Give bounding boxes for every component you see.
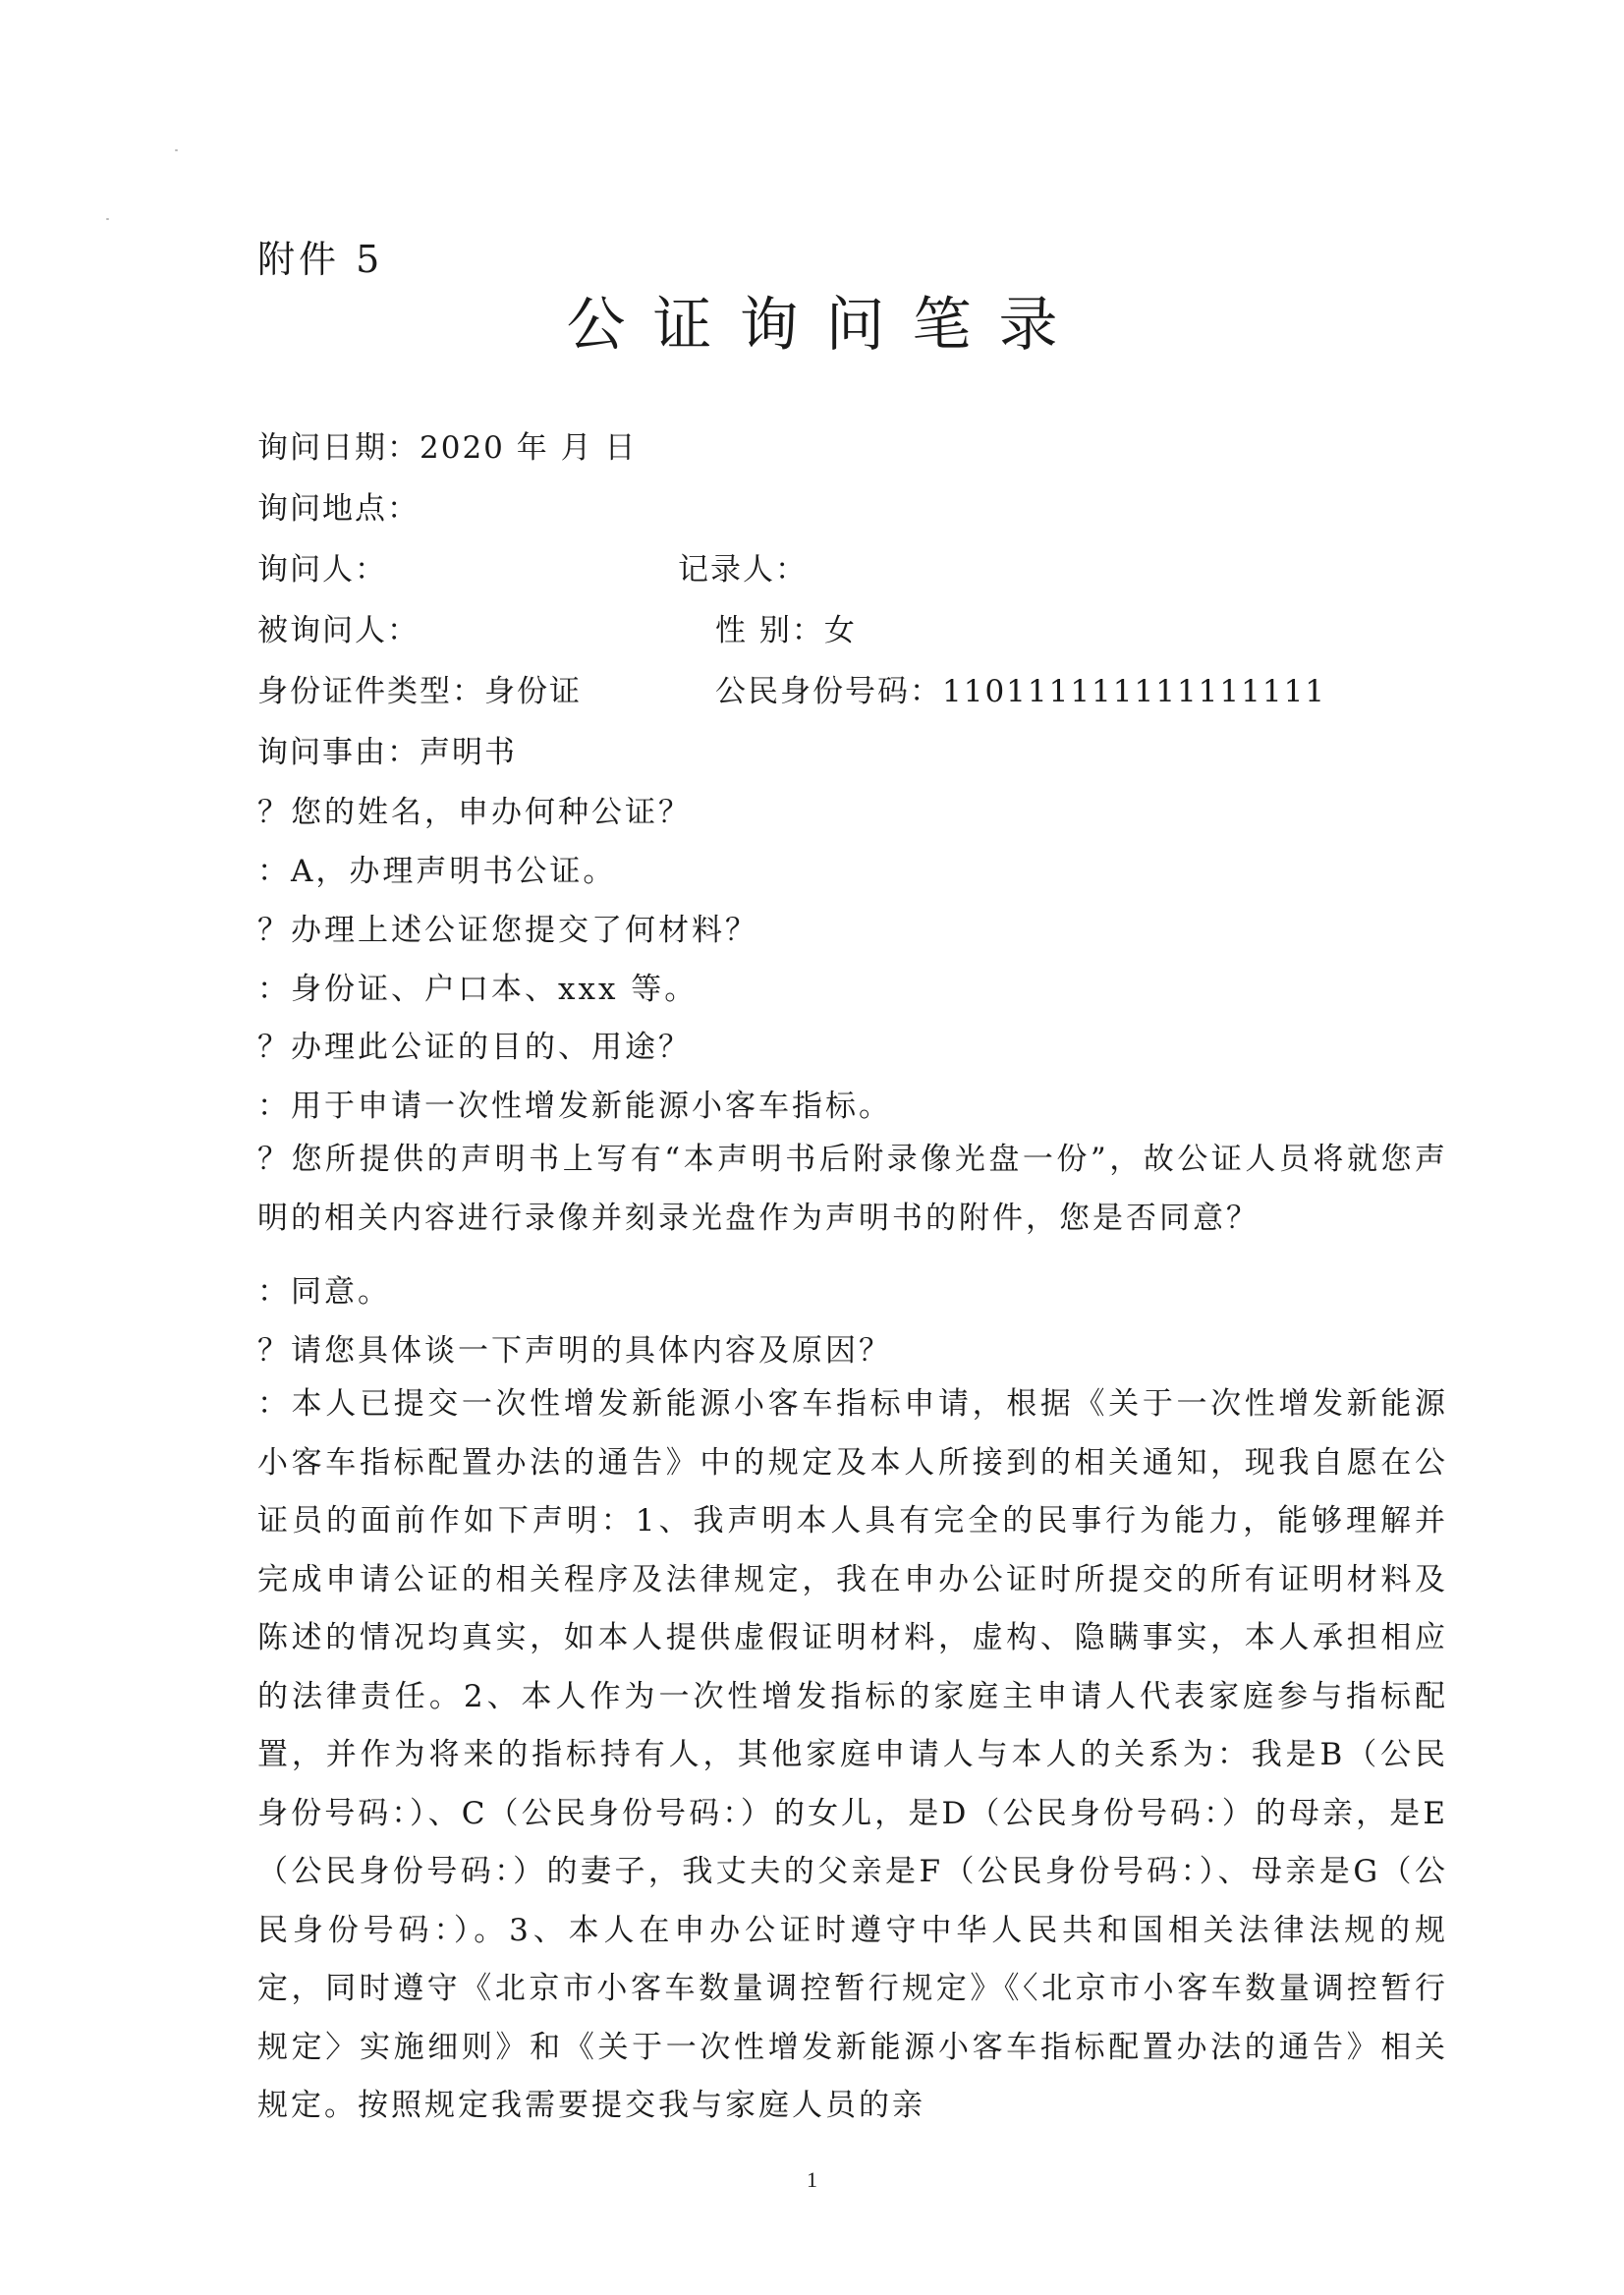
answer-name: ：A，办理声明书公证。 bbox=[257, 854, 617, 889]
answer-statement-content: ：本人已提交一次性增发新能源小客车指标申请，根据《关于一次性增发新能源小客车指标配置办法的通告》中的规定及本人所接到的相关通知，现我自愿在公证员的面前作如下声明：1、我声明本人具有完全的民事行为能力，能够理解并完成申请公证的相关程序及法律规定，我在申办公证时所提交的所有证明材料及陈述的情况均真实，如本人提供虚假证明材料，虚构、隐瞒事实，本人承担相应的法律责任。2、本人作为一次性增发指标的家庭主申请人代表家庭参与指标配置，并作为将来的指标持有人，其他家庭申请人与本人的关系为：我是B（公民身份号码：）、C（公民身份号码：）的女儿，是D（公民身份号码：）的母亲，是E（公民身份号码：）的妻子，我丈夫的父亲是F（公民身份号码：）、母亲是G（公民身份号码：）。3、本人在申办公证时遵守中华人民共和国相关法律法规的规定，同时遵守《北京市小客车数量调控暂行规定》《〈北京市小客车数量调控暂行规定〉实施细则》和《关于一次性增发新能源小客车指标配置办法的通告》相关规定。按照规定我需要提交我与家庭人员的亲 bbox=[257, 1386, 1448, 2123]
question-name: ？您的姓名，申办何种公证？ bbox=[257, 795, 692, 830]
answer-agree: ：同意。 bbox=[257, 1274, 391, 1310]
inquiry-matter: 询问事由：声明书 bbox=[257, 735, 517, 770]
scan-speck bbox=[106, 218, 109, 220]
question-video-consent: ？您所提供的声明书上写有“本声明书后附录像光盘一份”，故公证人员将就您声明的相关内容进行录像并刻录光盘作为声明书的附件，您是否同意？ bbox=[257, 1142, 1448, 1236]
id-type-field: 身份证件类型：身份证 bbox=[257, 674, 582, 709]
inquiry-date: 询问日期：2020 年 月 日 bbox=[257, 430, 638, 466]
id-number-field: 公民身份号码：110111111111111111 bbox=[715, 674, 1327, 709]
page-number: 1 bbox=[807, 2167, 817, 2192]
inquiry-location: 询问地点： bbox=[257, 491, 420, 527]
recorder-field: 记录人： bbox=[678, 552, 808, 588]
question-statement-content: ？请您具体谈一下声明的具体内容及原因？ bbox=[257, 1333, 892, 1369]
attachment-label: 附件 5 bbox=[257, 238, 384, 281]
answer-materials: ：身份证、户口本、xxx 等。 bbox=[257, 972, 699, 1007]
interviewee-field: 被询问人： bbox=[257, 613, 420, 648]
document-title: 公证询问笔录 bbox=[566, 291, 1086, 360]
interviewer-field: 询问人： bbox=[257, 552, 387, 588]
scan-speck bbox=[175, 149, 178, 151]
question-materials: ？办理上述公证您提交了何材料？ bbox=[257, 913, 758, 948]
gender-field: 性 别：女 bbox=[715, 613, 857, 648]
answer-purpose: ：用于申请一次性增发新能源小客车指标。 bbox=[257, 1089, 892, 1124]
question-purpose: ？办理此公证的目的、用途？ bbox=[257, 1030, 692, 1065]
